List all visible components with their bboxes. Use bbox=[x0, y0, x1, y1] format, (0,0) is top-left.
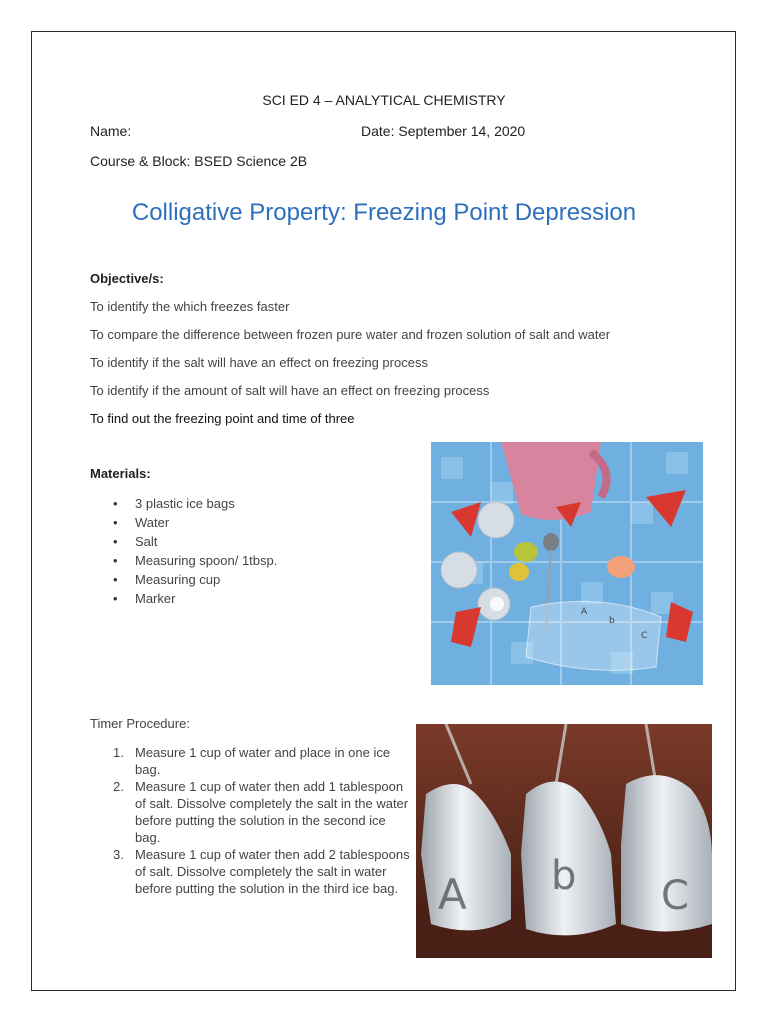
materials-photo bbox=[431, 442, 703, 685]
objectives-heading: Objective/s: bbox=[90, 271, 164, 286]
list-item: • Measuring spoon/ 1tbsp. bbox=[90, 551, 277, 570]
materials-list bbox=[90, 494, 277, 608]
procedure-list bbox=[90, 744, 410, 897]
procedure-heading: Timer Procedure: bbox=[90, 716, 190, 731]
bag-label: b bbox=[551, 853, 577, 899]
objective-item: To compare the difference between frozen pure water and frozen solution of salt and water bbox=[90, 327, 611, 342]
objective-item: To identify if the amount of salt will have an effect on freezing process bbox=[90, 383, 490, 398]
bag-label: C bbox=[641, 631, 648, 641]
ice-bags-photo bbox=[416, 724, 712, 958]
document-title: Colligative Property: Freezing Point Depression bbox=[131, 199, 637, 226]
objective-item: To identify the which freezes faster bbox=[90, 299, 290, 314]
bag-label: A bbox=[438, 870, 467, 919]
name-label: Name: bbox=[90, 123, 132, 139]
bag-label: C bbox=[661, 873, 689, 919]
list-item: • Marker bbox=[90, 589, 277, 608]
list-item: • 3 plastic ice bags bbox=[90, 494, 277, 513]
materials-heading: Materials: bbox=[90, 466, 151, 481]
objective-item: To identify if the salt will have an effect on freezing process bbox=[90, 355, 428, 370]
list-item: 3. Measure 1 cup of water then add 2 tablespoons of salt. Dissolve completely the salt in water before putting the solution in the third ice bag. bbox=[113, 847, 410, 896]
course-block-label: Course & Block: BSED Science 2B bbox=[90, 153, 308, 169]
objective-item: To find out the freezing point and time of three bbox=[90, 411, 355, 426]
list-item: 1. Measure 1 cup of water and place in one ice bag. bbox=[113, 745, 391, 777]
list-item: 2. Measure 1 cup of water then add 1 tablespoon of salt. Dissolve completely the salt in the water before putting the solution in the second ice bag. bbox=[113, 779, 409, 845]
list-item: • Salt bbox=[90, 532, 277, 551]
date-label: Date: September 14, 2020 bbox=[361, 123, 526, 139]
bag-label: A bbox=[581, 607, 588, 617]
bag-label: b bbox=[609, 616, 615, 626]
list-item: • Measuring cup bbox=[90, 570, 277, 589]
list-item: • Water bbox=[90, 513, 277, 532]
course-title: SCI ED 4 – ANALYTICAL CHEMISTRY bbox=[262, 92, 506, 108]
